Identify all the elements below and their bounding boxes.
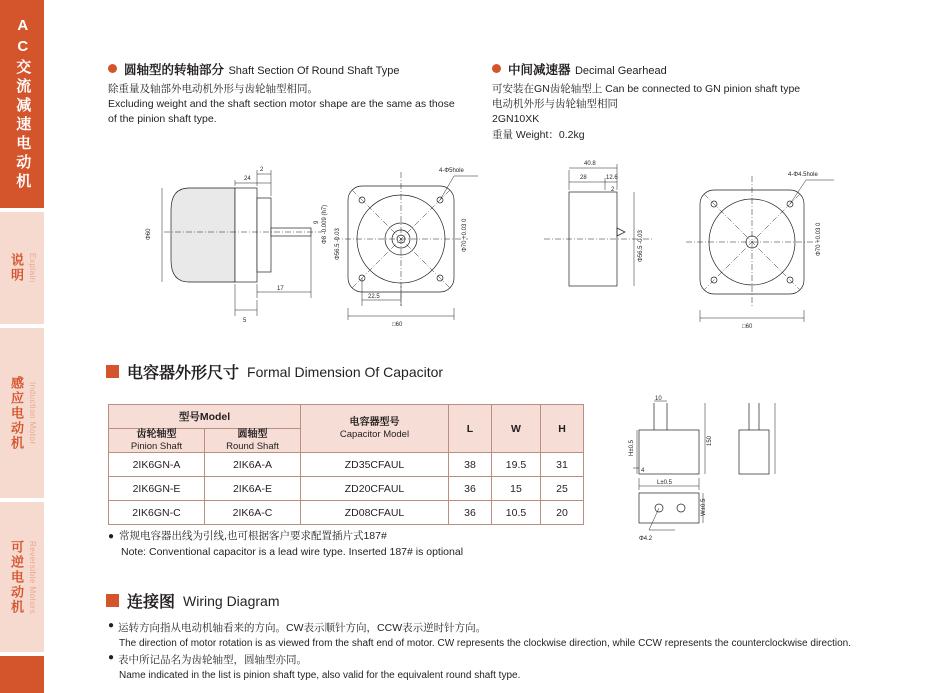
dim-phi56-right: Φ56.5 -0.03 xyxy=(638,230,644,262)
wiring-note-2 xyxy=(108,652,908,668)
capacitor-title-cn: 电容器外形尺寸 xyxy=(127,365,240,382)
shaft-section-title-cn: 圆轴型的转轴部分 xyxy=(124,63,225,77)
section-marker-icon xyxy=(106,365,119,378)
table-header-row-group xyxy=(109,405,584,429)
shaft-section-block xyxy=(108,60,508,128)
header-pinion-shaft-en: Pinion Shaft xyxy=(130,440,183,452)
decimal-gearhead-line3: 2GN10XK xyxy=(492,113,540,126)
dim-L: L±0.5 xyxy=(657,480,672,486)
dim-phi60: Φ60 xyxy=(146,228,152,240)
capacitor-note-en: Note: Conventional capacitor is a lead wire type. Inserted 187# is optional xyxy=(121,545,464,558)
gearhead-front-view xyxy=(686,172,834,330)
cell-h: 25 xyxy=(541,477,584,501)
dim-40-8: 40.8 xyxy=(584,161,596,167)
wiring-note-2-cn: 表中所记品名为齿轮轴型，圆轴型亦同。 xyxy=(118,653,308,666)
header-capacitor-model-en: Capacitor Model xyxy=(339,428,410,440)
technical-drawings xyxy=(94,140,950,340)
header-h: H xyxy=(541,405,584,453)
cell-h: 31 xyxy=(541,453,584,477)
header-model-group: 型号Model xyxy=(109,405,301,429)
cell-pinion: 2IK6GN-C xyxy=(109,501,205,525)
page-content xyxy=(44,0,950,693)
dim-W: W±0.5 xyxy=(701,498,707,516)
dim-2: 2 xyxy=(260,167,264,173)
cell-w: 10.5 xyxy=(492,501,541,525)
wiring-note-1-cn: 运转方向指从电动机轴看来的方向。CW表示顺针方向，CCW表示逆时针方向。 xyxy=(118,622,487,634)
gearhead-side-view xyxy=(544,161,654,286)
header-capacitor-model xyxy=(301,405,449,453)
motor-side-view xyxy=(146,167,341,324)
cell-capacitor-model: ZD35CFAUL xyxy=(301,453,449,477)
decimal-gearhead-line4: 重量 Weight：0.2kg xyxy=(492,128,585,141)
header-round-shaft-cn: 圆轴型 xyxy=(237,429,268,441)
capacitor-table xyxy=(108,404,584,525)
cell-round: 2IK6A-C xyxy=(205,501,301,525)
sidebar-item-reversible-motors-cn: 可逆电动机 xyxy=(9,539,24,615)
drawings-svg xyxy=(94,140,950,340)
shaft-section-line3: of the pinion shaft type. xyxy=(108,113,217,126)
cell-w: 19.5 xyxy=(492,453,541,477)
capacitor-front-view xyxy=(629,396,713,474)
cell-l: 38 xyxy=(449,453,492,477)
dim-10: 10 xyxy=(655,396,662,402)
sidebar-item-reversible-motors-en: Reversible Motors xyxy=(28,540,37,614)
table-row xyxy=(109,477,584,501)
cell-round: 2IK6A-A xyxy=(205,453,301,477)
wiring-title-en: Wiring Diagram xyxy=(183,592,280,609)
dim-4phi45hole: 4-Φ4.5hole xyxy=(788,172,818,178)
dim-28: 28 xyxy=(580,175,587,181)
table-row xyxy=(109,453,584,477)
header-round-shaft-en: Round Shaft xyxy=(226,440,279,452)
capacitor-bottom-view xyxy=(633,468,707,542)
sidebar-item-explain[interactable] xyxy=(0,212,44,324)
decimal-gearhead-heading xyxy=(492,60,912,79)
decimal-gearhead-line1: 可安装在GN齿轮轴型上 Can be connected to GN pinion shaft type xyxy=(492,83,801,95)
cell-round: 2IK6A-E xyxy=(205,477,301,501)
dim-phi4-2: Φ4.2 xyxy=(639,536,653,542)
decimal-gearhead-block xyxy=(492,60,912,143)
dim-22-5: 22.5 xyxy=(368,294,380,300)
cell-l: 36 xyxy=(449,477,492,501)
decimal-gearhead-line2: 电动机外形与齿轮轴型相同 xyxy=(492,98,618,111)
sidebar-item-induction-motor-cn: 感应电动机 xyxy=(9,375,24,451)
dim-9: 9 xyxy=(314,220,320,224)
cell-l: 36 xyxy=(449,501,492,525)
wiring-section-heading xyxy=(106,589,279,612)
sidebar-item-explain-en: Explain xyxy=(28,253,37,283)
table-row xyxy=(109,501,584,525)
shaft-section-title-en: Shaft Section Of Round Shaft Type xyxy=(228,65,400,77)
sidebar-main-title: AC交流减速电动机 xyxy=(14,16,32,192)
capacitor-note xyxy=(108,529,578,561)
cell-pinion: 2IK6GN-A xyxy=(109,453,205,477)
shaft-section-line2: Excluding weight and the shaft section motor shape are the same as those xyxy=(108,98,455,111)
cell-pinion: 2IK6GN-E xyxy=(109,477,205,501)
sidebar-title-block xyxy=(0,0,44,208)
dim-60-square-right: □60 xyxy=(742,324,753,330)
bullet-small-icon: ● xyxy=(108,620,115,631)
sidebar-bottom-accent xyxy=(0,656,44,693)
section-marker-icon xyxy=(106,594,119,607)
header-pinion-shaft xyxy=(109,429,205,453)
header-pinion-shaft-cn: 齿轮轴型 xyxy=(136,429,177,441)
header-w: W xyxy=(492,405,541,453)
capacitor-note-cn: 常规电容器出线为引线,也可根据客户要求配置插片式187# xyxy=(119,530,387,542)
bullet-small-icon: ● xyxy=(108,651,115,663)
bullet-dot-icon xyxy=(108,64,117,73)
decimal-gearhead-title-en: Decimal Gearhead xyxy=(574,65,667,77)
capacitor-side-view xyxy=(739,403,775,474)
capacitor-title-en: Formal Dimension Of Capacitor xyxy=(247,363,444,380)
capacitor-note-cn-row xyxy=(108,529,578,545)
capacitor-note-en-row xyxy=(121,545,578,561)
cell-w: 15 xyxy=(492,477,541,501)
dim-5: 5 xyxy=(243,318,247,324)
dim-2-right: 2 xyxy=(611,187,615,193)
dim-4-cap: 4 xyxy=(641,468,645,474)
bullet-dot-icon xyxy=(492,64,501,73)
sidebar-item-induction-motor[interactable] xyxy=(0,328,44,498)
decimal-gearhead-title-cn: 中间减速器 xyxy=(508,63,571,77)
dim-phi56: Φ56.5 -0.03 xyxy=(335,228,341,260)
dim-phi8: Φ8 -0.009 (h7) xyxy=(322,204,328,244)
sidebar-item-induction-motor-en: Induction Motor xyxy=(28,381,37,445)
wiring-note-1-en: The direction of motor rotation is as viewed from the shaft end of motor. CW represents the clockwise direction, while CCW represents the counterclockwise direction. xyxy=(119,638,851,650)
header-capacitor-model-cn: 电容器型号 xyxy=(349,417,400,429)
sidebar xyxy=(0,0,44,693)
cell-capacitor-model: ZD08CFAUL xyxy=(301,501,449,525)
bullet-small-icon: ● xyxy=(108,531,115,542)
sidebar-item-explain-cn: 说明 xyxy=(9,253,24,283)
shaft-section-heading xyxy=(108,60,508,79)
capacitor-drawing-svg xyxy=(619,398,919,548)
dim-24: 24 xyxy=(244,176,251,182)
cell-h: 20 xyxy=(541,501,584,525)
shaft-section-line1: 除重量及轴部外电动机外形与齿轮轴型相同。 xyxy=(108,83,318,95)
wiring-title-cn: 连接图 xyxy=(127,594,176,611)
dim-4phi5hole: 4-Φ5hole xyxy=(439,168,464,174)
header-round-shaft xyxy=(205,429,301,453)
capacitor-drawing xyxy=(619,398,919,548)
wiring-notes xyxy=(108,620,908,684)
dim-12-6: 12.6 xyxy=(606,175,618,181)
capacitor-section-heading xyxy=(106,360,443,383)
dim-phi70-right: Φ70 +0.03 0 xyxy=(816,222,822,256)
header-l: L xyxy=(449,405,492,453)
motor-front-view xyxy=(334,168,478,328)
dim-60-square: □60 xyxy=(392,322,403,328)
wiring-note-2-en: Name indicated in the list is pinion shaft type, also valid for the equivalent round shaft type. xyxy=(119,670,521,682)
sidebar-item-reversible-motors[interactable] xyxy=(0,502,44,652)
dim-phi70: Φ70 +0.03 0 xyxy=(462,218,468,252)
wiring-note-1 xyxy=(108,620,908,636)
dim-17: 17 xyxy=(277,286,284,292)
dim-150: 150 xyxy=(707,435,713,446)
dim-H: H±0.5 xyxy=(629,440,635,456)
cell-capacitor-model: ZD20CFAUL xyxy=(301,477,449,501)
